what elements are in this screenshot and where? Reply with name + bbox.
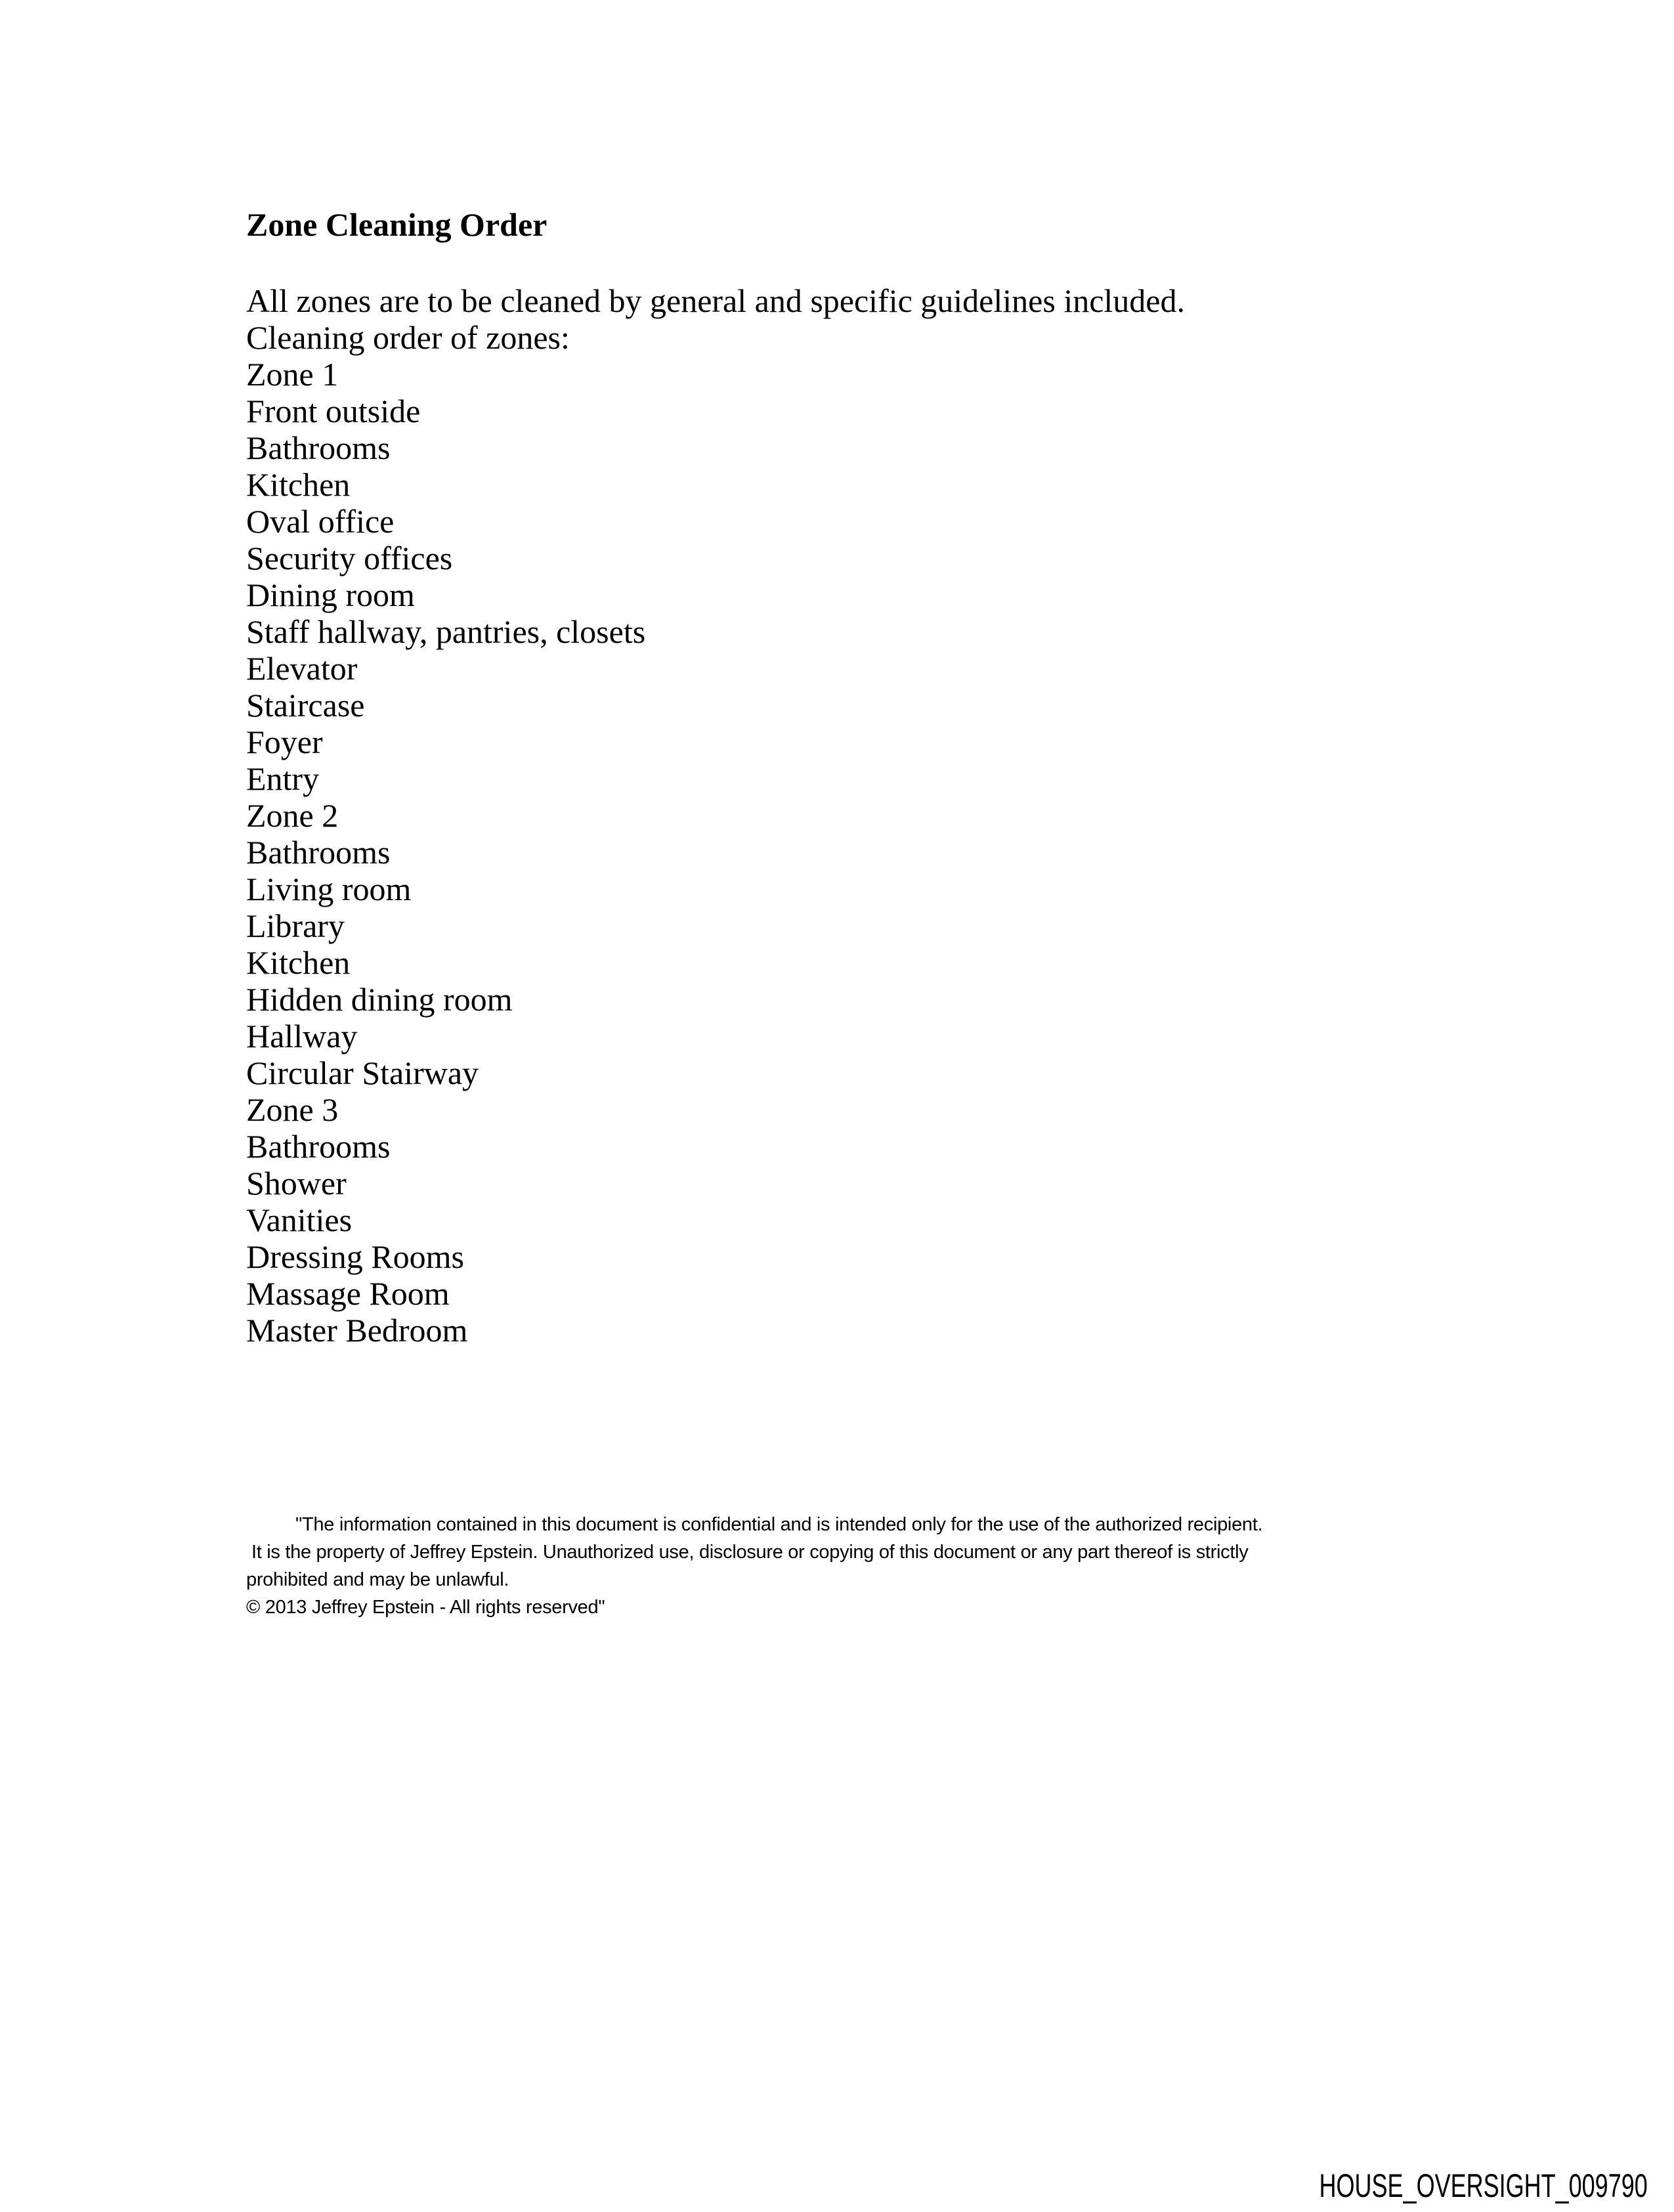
zone-1-item: Entry [246, 760, 320, 797]
zone-2-item: Circular Stairway [246, 1054, 479, 1091]
zone-1-list [246, 393, 1493, 797]
zone-3-item: Dressing Rooms [246, 1238, 464, 1275]
zone-1-item: Oval office [246, 503, 395, 540]
disclaimer-line: prohibited and may be unlawful. [246, 1569, 509, 1590]
page-title: Zone Cleaning Order [246, 206, 547, 243]
zone-1-item: Dining room [246, 576, 415, 613]
cleaning-order-label: Cleaning order of zones: [246, 319, 570, 356]
zone-3-item: Master Bedroom [246, 1312, 468, 1349]
zone-1-item: Front outside [246, 393, 421, 429]
zone-2-heading: Zone 2 [246, 797, 339, 834]
document-content [246, 206, 1493, 1621]
zone-1-item: Bathrooms [246, 429, 391, 466]
copyright-line: © 2013 Jeffrey Epstein - All rights reserved" [246, 1597, 605, 1618]
zone-2-item: Library [246, 907, 345, 944]
zone-3-item: Vanities [246, 1202, 353, 1238]
zone-1-item: Kitchen [246, 466, 351, 503]
bates-stamp: HOUSE_OVERSIGHT_009790 [1319, 2167, 1648, 2204]
intro-paragraph: All zones are to be cleaned by general and specific guidelines included. [246, 282, 1185, 319]
zone-2-item: Kitchen [246, 944, 351, 981]
zone-1-item: Staircase [246, 687, 365, 724]
zone-2-item: Bathrooms [246, 834, 391, 871]
confidentiality-disclaimer [246, 1511, 1493, 1594]
zone-3-item: Bathrooms [246, 1128, 391, 1165]
zone-3-item: Massage Room [246, 1275, 450, 1312]
zone-1-item: Staff hallway, pantries, closets [246, 613, 646, 650]
zone-2-item: Hidden dining room [246, 981, 513, 1018]
disclaimer-line: It is the property of Jeffrey Epstein. Unauthorized use, disclosure or copying of this document or any part thereof is strictly [251, 1542, 1249, 1563]
zone-1-heading: Zone 1 [246, 356, 339, 393]
zone-3-list [246, 1128, 1493, 1349]
zone-3-heading: Zone 3 [246, 1091, 339, 1128]
zone-2-item: Living room [246, 871, 412, 907]
zone-1-item: Foyer [246, 724, 323, 760]
disclaimer-line: "The information contained in this document is confidential and is intended only for the use of the authorized recipient. [295, 1514, 1263, 1535]
zone-1-item: Elevator [246, 650, 358, 687]
zone-2-item: Hallway [246, 1018, 358, 1054]
zone-2-list [246, 834, 1493, 1091]
zone-1-item: Security offices [246, 540, 453, 576]
zone-3-item: Shower [246, 1165, 347, 1202]
